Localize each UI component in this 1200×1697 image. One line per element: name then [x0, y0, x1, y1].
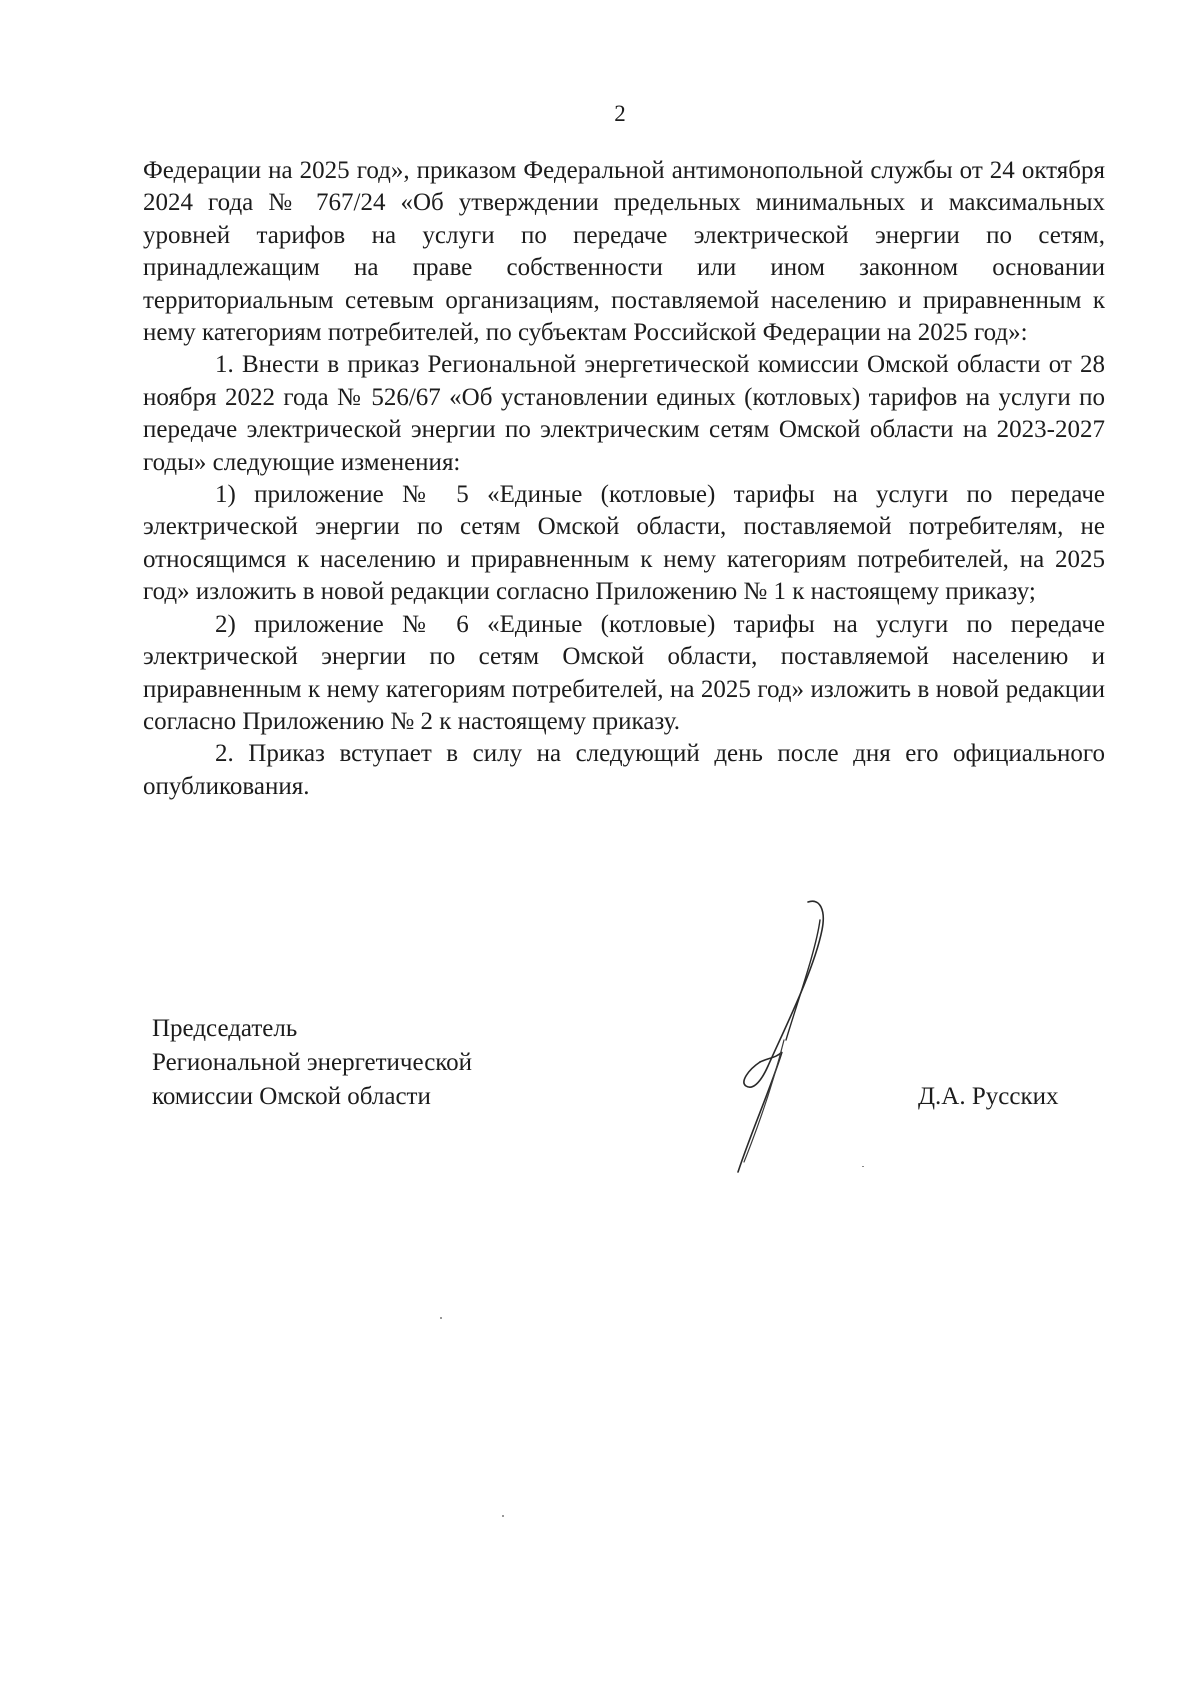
scan-speck	[862, 1166, 864, 1167]
item-1-paragraph: 1. Внести в приказ Региональной энергетической комиссии Омской области от 28 ноября 2022 года № 526/67 «Об установлении единых (котловых) тарифов на услуги по передаче электрической энергии по электрическим сетям Омской области на 2023-2027 годы» следующие изменения:	[143, 351, 1105, 476]
signer-title-block	[152, 1012, 472, 1114]
intro-paragraph: Федерации на 2025 год», приказом Федеральной антимонопольной службы от 24 октября 2024 года № 767/24 «Об утверждении предельных минимальных и максимальных уровней тарифов на услуги по передаче электрической энергии по сетям, принадлежащим на праве собственности или ином законном основании территориальным сетевым организациям, поставляемой населению и приравненным к нему категориям потребителей, по субъектам Российской Федерации на 2025 год»:	[143, 157, 1105, 347]
subitem-1-paragraph: 1) приложение № 5 «Единые (котловые) тарифы на услуги по передаче электрической энергии по сетям Омской области, поставляемой потребителям, не относящимся к населению и приравненным к нему категориям потребителей, на 2025 год» изложить в новой редакции согласно Приложению № 1 к настоящему приказу;	[143, 481, 1105, 606]
page-number: 2	[614, 101, 626, 126]
item-2-paragraph: 2. Приказ вступает в силу на следующий день после дня его официального опубликования.	[143, 740, 1105, 800]
signer-title-line-3: комиссии Омской области	[152, 1083, 431, 1110]
signature-inner-stroke	[786, 920, 820, 1040]
signature-loop-stroke	[744, 901, 823, 1087]
scan-speck	[502, 1515, 504, 1517]
document-body	[143, 155, 1105, 803]
signer-name: Д.А. Русских	[918, 1083, 1059, 1110]
subitem-2-paragraph: 2) приложение № 6 «Единые (котловые) тарифы на услуги по передаче электрической энергии по сетям Омской области, поставляемой населению и приравненным к нему категориям потребителей, на 2025 год» изложить в новой редакции согласно Приложению № 2 к настоящему приказу.	[143, 610, 1105, 735]
signer-title-line-1: Председатель	[152, 1015, 298, 1042]
handwritten-signature	[700, 890, 840, 1180]
signer-title-line-2: Региональной энергетической	[152, 1049, 473, 1076]
scan-speck	[440, 1317, 442, 1319]
